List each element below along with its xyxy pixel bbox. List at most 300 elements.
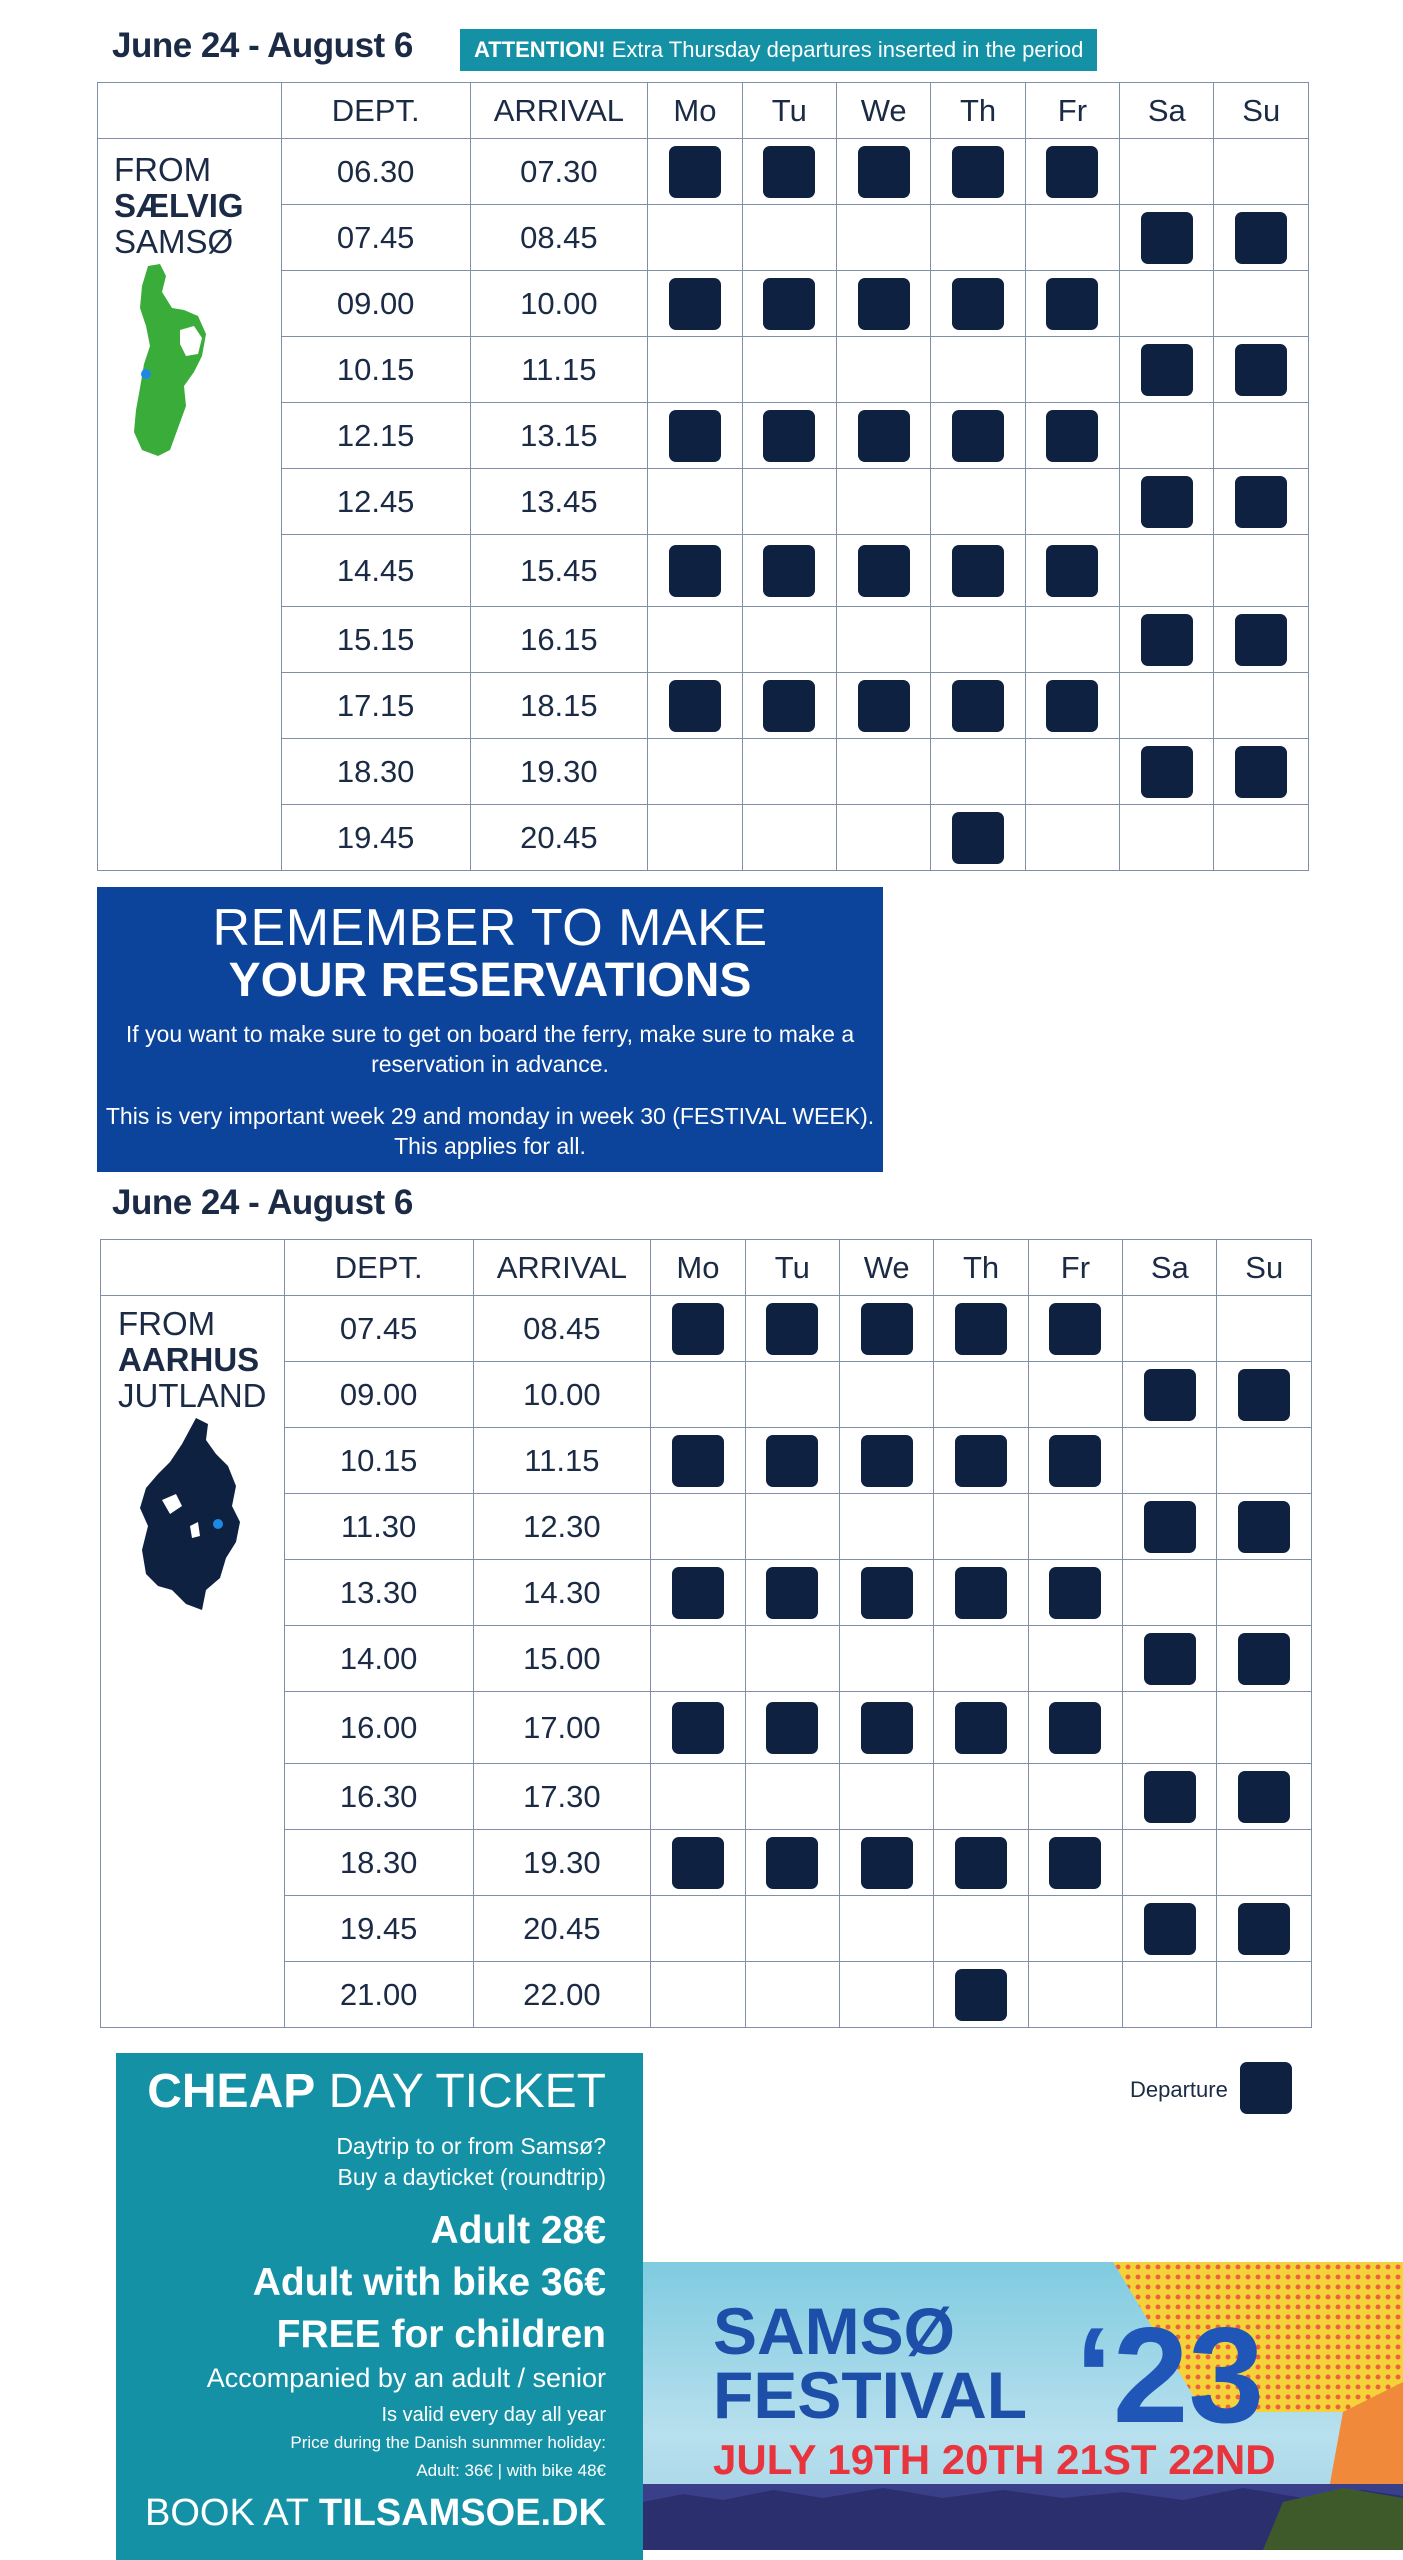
day-cell xyxy=(648,205,742,271)
day-cell xyxy=(931,469,1025,535)
day-cell xyxy=(1214,403,1309,469)
ticket-title: CHEAP DAY TICKET xyxy=(147,2065,606,2118)
day-cell xyxy=(934,1626,1028,1692)
day-cell xyxy=(1214,739,1309,805)
ticket-sub1: Daytrip to or from Samsø? xyxy=(336,2133,606,2159)
departure-marker xyxy=(858,680,910,732)
day-cell xyxy=(1120,139,1214,205)
arrival-time: 08.45 xyxy=(473,1296,651,1362)
attention-text: Extra Thursday departures inserted in the period xyxy=(611,37,1084,62)
day-cell xyxy=(1214,535,1309,607)
day-cell xyxy=(931,535,1025,607)
departure-marker xyxy=(672,1435,724,1487)
day-cell xyxy=(648,337,742,403)
day-cell xyxy=(934,1560,1028,1626)
day-cell xyxy=(1217,1428,1312,1494)
departure-marker xyxy=(672,1567,724,1619)
ticket-valid: Is valid every day all year xyxy=(381,2404,606,2426)
departure-marker xyxy=(669,680,721,732)
departure-marker xyxy=(766,1567,818,1619)
attention-bold: ATTENTION! xyxy=(474,37,606,62)
day-cell xyxy=(839,1362,933,1428)
arrival-time: 18.15 xyxy=(470,673,648,739)
day-cell xyxy=(1120,271,1214,337)
day-cell xyxy=(931,403,1025,469)
day-cell xyxy=(651,1494,745,1560)
arrival-time: 15.45 xyxy=(470,535,648,607)
day-cell xyxy=(745,1560,839,1626)
day-cell xyxy=(839,1560,933,1626)
day-cell xyxy=(1214,673,1309,739)
day-cell xyxy=(1028,1962,1122,2028)
reservation-line1: REMEMBER TO MAKE xyxy=(212,899,768,957)
day-cell xyxy=(1028,1692,1122,1764)
day-cell xyxy=(1025,469,1119,535)
day-cell xyxy=(836,739,930,805)
festival-line2: FESTIVAL xyxy=(713,2358,1028,2432)
day-cell xyxy=(934,1362,1028,1428)
day-cell xyxy=(742,337,836,403)
day-cell xyxy=(1123,1692,1217,1764)
day-cell xyxy=(1214,139,1309,205)
column-header: Fr xyxy=(1028,1240,1122,1296)
departure-marker xyxy=(672,1702,724,1754)
departure-marker xyxy=(858,545,910,597)
day-cell xyxy=(742,535,836,607)
table-row xyxy=(98,139,1309,205)
departure-marker xyxy=(952,812,1004,864)
column-header: Fr xyxy=(1025,83,1119,139)
departure-marker xyxy=(861,1702,913,1754)
departure-time: 06.30 xyxy=(281,139,470,205)
day-cell xyxy=(742,271,836,337)
departure-marker xyxy=(1049,1702,1101,1754)
day-cell xyxy=(1120,607,1214,673)
day-cell xyxy=(1217,1896,1312,1962)
day-cell xyxy=(1025,673,1119,739)
day-cell xyxy=(836,271,930,337)
column-header: Tu xyxy=(745,1240,839,1296)
arrival-time: 08.45 xyxy=(470,205,648,271)
arrival-time: 10.00 xyxy=(470,271,648,337)
day-cell xyxy=(1217,1494,1312,1560)
day-cell xyxy=(1120,337,1214,403)
day-cell xyxy=(934,1962,1028,2028)
departure-marker xyxy=(1046,410,1098,462)
column-header: Sa xyxy=(1123,1240,1217,1296)
day-cell xyxy=(836,205,930,271)
bottom-from-place: AARHUS xyxy=(118,1341,260,1378)
arrival-time: 07.30 xyxy=(470,139,648,205)
day-cell xyxy=(836,535,930,607)
day-cell xyxy=(1217,1296,1312,1362)
column-header: Sa xyxy=(1120,83,1214,139)
departure-marker xyxy=(1046,680,1098,732)
day-cell xyxy=(836,139,930,205)
departure-time: 12.15 xyxy=(281,403,470,469)
departure-marker xyxy=(1235,344,1287,396)
header-blank xyxy=(101,1240,285,1296)
day-cell xyxy=(1028,1896,1122,1962)
departure-marker xyxy=(858,410,910,462)
ticket-sub2: Buy a dayticket (roundtrip) xyxy=(337,2164,606,2190)
departure-marker xyxy=(861,1837,913,1889)
day-cell xyxy=(1123,1296,1217,1362)
column-header: Mo xyxy=(648,83,742,139)
arrival-time: 15.00 xyxy=(473,1626,651,1692)
reservation-line2: YOUR RESERVATIONS xyxy=(228,954,752,1007)
attention-banner xyxy=(460,29,1097,71)
day-cell xyxy=(745,1296,839,1362)
departure-marker xyxy=(952,545,1004,597)
samso-island-map xyxy=(120,260,220,460)
departure-marker xyxy=(1046,278,1098,330)
day-cell xyxy=(934,1830,1028,1896)
column-header: Su xyxy=(1214,83,1309,139)
arrival-time: 20.45 xyxy=(473,1896,651,1962)
day-cell xyxy=(1214,205,1309,271)
departure-time: 16.30 xyxy=(284,1764,473,1830)
departure-marker xyxy=(1235,746,1287,798)
day-cell xyxy=(1123,1962,1217,2028)
arrival-time: 22.00 xyxy=(473,1962,651,2028)
day-cell xyxy=(1028,1764,1122,1830)
arrival-time: 14.30 xyxy=(473,1560,651,1626)
day-cell xyxy=(1123,1896,1217,1962)
day-cell xyxy=(836,337,930,403)
top-from-place: SÆLVIG xyxy=(114,187,244,224)
festival-dates: JULY 19TH 20TH 21ST 22ND xyxy=(713,2436,1276,2483)
arrival-time: 19.30 xyxy=(473,1830,651,1896)
departure-marker xyxy=(861,1567,913,1619)
departure-time: 07.45 xyxy=(284,1296,473,1362)
departure-marker xyxy=(766,1837,818,1889)
day-cell xyxy=(931,805,1025,871)
departure-marker xyxy=(1144,1771,1196,1823)
day-cell xyxy=(1123,1626,1217,1692)
departure-marker xyxy=(763,410,815,462)
bottom-from-label xyxy=(118,1306,267,1414)
departure-time: 12.45 xyxy=(281,469,470,535)
day-cell xyxy=(745,1362,839,1428)
arrival-time: 19.30 xyxy=(470,739,648,805)
column-header: Th xyxy=(931,83,1025,139)
day-cell xyxy=(1217,1692,1312,1764)
day-cell xyxy=(742,739,836,805)
day-cell xyxy=(839,1896,933,1962)
day-cell xyxy=(1120,739,1214,805)
arrival-time: 20.45 xyxy=(470,805,648,871)
departure-marker xyxy=(1235,476,1287,528)
day-cell xyxy=(745,1962,839,2028)
departure-marker xyxy=(955,1969,1007,2021)
arrival-time: 13.45 xyxy=(470,469,648,535)
departure-marker xyxy=(952,410,1004,462)
day-cell xyxy=(931,739,1025,805)
arrival-time: 17.30 xyxy=(473,1764,651,1830)
day-cell xyxy=(745,1428,839,1494)
arrival-time: 11.15 xyxy=(470,337,648,403)
departure-marker xyxy=(952,146,1004,198)
day-cell xyxy=(1028,1494,1122,1560)
departure-time: 18.30 xyxy=(284,1830,473,1896)
ticket-holiday: Price during the Danish sunmmer holiday: xyxy=(290,2433,606,2452)
departure-time: 09.00 xyxy=(281,271,470,337)
departure-marker xyxy=(1238,1501,1290,1553)
day-cell xyxy=(1025,205,1119,271)
departure-marker xyxy=(861,1435,913,1487)
day-cell xyxy=(648,535,742,607)
departure-marker xyxy=(955,1303,1007,1355)
departure-marker xyxy=(1046,545,1098,597)
day-cell xyxy=(1123,1428,1217,1494)
departure-marker xyxy=(1238,1369,1290,1421)
day-cell xyxy=(742,673,836,739)
day-cell xyxy=(836,469,930,535)
reservation-notice xyxy=(97,887,883,1172)
day-cell xyxy=(839,1428,933,1494)
departure-marker xyxy=(1049,1837,1101,1889)
day-cell xyxy=(1025,271,1119,337)
day-cell xyxy=(839,1494,933,1560)
column-header: Mo xyxy=(651,1240,745,1296)
arrival-time: 17.00 xyxy=(473,1692,651,1764)
day-cell xyxy=(1025,139,1119,205)
departure-time: 16.00 xyxy=(284,1692,473,1764)
day-cell xyxy=(651,1560,745,1626)
day-cell xyxy=(648,271,742,337)
day-cell xyxy=(1025,403,1119,469)
departure-marker xyxy=(763,278,815,330)
departure-time: 07.45 xyxy=(281,205,470,271)
reservation-para1: If you want to make sure to get on board the ferry, make sure to make a reservation in advance. xyxy=(125,1021,855,1077)
day-cell xyxy=(648,607,742,673)
day-cell xyxy=(839,1830,933,1896)
day-cell xyxy=(836,403,930,469)
day-cell xyxy=(836,673,930,739)
day-cell xyxy=(1123,1764,1217,1830)
ticket-book-link[interactable]: BOOK AT TILSAMSOE.DK xyxy=(144,2492,606,2534)
top-timetable xyxy=(97,82,1309,871)
arrival-time: 12.30 xyxy=(473,1494,651,1560)
day-cell xyxy=(1028,1428,1122,1494)
departure-marker xyxy=(1141,476,1193,528)
departure-marker xyxy=(1141,746,1193,798)
day-cell xyxy=(648,739,742,805)
departure-marker xyxy=(1144,1633,1196,1685)
day-cell xyxy=(742,607,836,673)
arrival-time: 13.15 xyxy=(470,403,648,469)
day-cell xyxy=(651,1626,745,1692)
departure-marker xyxy=(955,1435,1007,1487)
departure-marker xyxy=(1046,146,1098,198)
column-header: DEPT. xyxy=(281,83,470,139)
day-cell xyxy=(742,805,836,871)
departure-time: 17.15 xyxy=(281,673,470,739)
departure-marker xyxy=(1049,1303,1101,1355)
day-cell xyxy=(1028,1626,1122,1692)
departure-time: 14.45 xyxy=(281,535,470,607)
column-header: DEPT. xyxy=(284,1240,473,1296)
day-cell xyxy=(1028,1830,1122,1896)
festival-line1: SAMSØ xyxy=(713,2294,956,2368)
day-cell xyxy=(1120,673,1214,739)
festival-year: ‘23 xyxy=(1075,2299,1265,2451)
departure-marker xyxy=(766,1702,818,1754)
departure-marker xyxy=(1144,1369,1196,1421)
departure-time: 21.00 xyxy=(284,1962,473,2028)
day-cell xyxy=(934,1428,1028,1494)
day-cell xyxy=(1025,739,1119,805)
reservation-para2: This is very important week 29 and monday in week 30 (FESTIVAL WEEK). This applies for all. xyxy=(105,1103,875,1159)
column-header: Su xyxy=(1217,1240,1312,1296)
departure-marker xyxy=(1144,1501,1196,1553)
day-cell xyxy=(742,403,836,469)
day-cell xyxy=(1120,535,1214,607)
top-from-label xyxy=(114,152,244,260)
day-cell xyxy=(651,1764,745,1830)
day-cell xyxy=(839,1764,933,1830)
column-header: Th xyxy=(934,1240,1028,1296)
bottom-period-title: June 24 - August 6 xyxy=(112,1183,413,1222)
departure-time: 10.15 xyxy=(281,337,470,403)
departure-time: 19.45 xyxy=(281,805,470,871)
day-cell xyxy=(1214,607,1309,673)
day-cell xyxy=(1028,1560,1122,1626)
departure-marker xyxy=(766,1303,818,1355)
day-cell xyxy=(1120,469,1214,535)
day-cell xyxy=(1028,1362,1122,1428)
day-cell xyxy=(934,1494,1028,1560)
day-cell xyxy=(1025,337,1119,403)
day-cell xyxy=(745,1692,839,1764)
day-cell xyxy=(1214,469,1309,535)
departure-marker xyxy=(955,1702,1007,1754)
header-blank xyxy=(98,83,282,139)
day-cell xyxy=(931,271,1025,337)
day-cell xyxy=(651,1962,745,2028)
ticket-price-bike: Adult with bike 36€ xyxy=(252,2261,606,2304)
top-from-word: FROM xyxy=(114,151,212,188)
day-cell xyxy=(1123,1362,1217,1428)
day-cell xyxy=(745,1494,839,1560)
day-cell xyxy=(1025,535,1119,607)
day-cell xyxy=(1120,205,1214,271)
day-cell xyxy=(839,1296,933,1362)
departure-time: 14.00 xyxy=(284,1626,473,1692)
day-cell xyxy=(1214,271,1309,337)
ticket-accompanied: Accompanied by an adult / senior xyxy=(206,2363,606,2393)
day-cell xyxy=(651,1362,745,1428)
day-cell xyxy=(934,1296,1028,1362)
departure-time: 10.15 xyxy=(284,1428,473,1494)
day-cell xyxy=(651,1830,745,1896)
departure-marker xyxy=(669,410,721,462)
jutland-map xyxy=(136,1414,246,1614)
departure-marker xyxy=(1144,1903,1196,1955)
samso-festival-banner xyxy=(643,2262,1403,2550)
departure-time: 19.45 xyxy=(284,1896,473,1962)
departure-marker xyxy=(1049,1567,1101,1619)
departure-marker xyxy=(1238,1903,1290,1955)
departure-time: 13.30 xyxy=(284,1560,473,1626)
day-cell xyxy=(745,1896,839,1962)
day-cell xyxy=(1217,1626,1312,1692)
day-cell xyxy=(931,607,1025,673)
departure-marker xyxy=(669,278,721,330)
arrival-time: 16.15 xyxy=(470,607,648,673)
bottom-from-region: JUTLAND xyxy=(118,1377,267,1414)
column-header: Tu xyxy=(742,83,836,139)
day-cell xyxy=(934,1692,1028,1764)
day-cell xyxy=(648,469,742,535)
day-cell xyxy=(1217,1362,1312,1428)
day-cell xyxy=(648,139,742,205)
day-cell xyxy=(1123,1494,1217,1560)
departure-marker xyxy=(1141,344,1193,396)
column-header: We xyxy=(839,1240,933,1296)
departure-time: 18.30 xyxy=(281,739,470,805)
day-cell xyxy=(1025,805,1119,871)
day-cell xyxy=(931,205,1025,271)
day-cell xyxy=(651,1896,745,1962)
day-cell xyxy=(1028,1296,1122,1362)
column-header: ARRIVAL xyxy=(470,83,648,139)
day-cell xyxy=(836,805,930,871)
day-cell xyxy=(648,673,742,739)
arrival-time: 10.00 xyxy=(473,1362,651,1428)
ticket-holiday-prices: Adult: 36€ | with bike 48€ xyxy=(416,2461,606,2480)
departure-marker xyxy=(1235,614,1287,666)
departure-marker xyxy=(952,680,1004,732)
day-cell xyxy=(931,139,1025,205)
legend-label: Departure xyxy=(1130,2077,1228,2102)
departure-time: 11.30 xyxy=(284,1494,473,1560)
day-cell xyxy=(1217,1830,1312,1896)
departure-marker xyxy=(672,1303,724,1355)
day-ticket-box xyxy=(116,2053,643,2560)
day-cell xyxy=(745,1626,839,1692)
departure-marker xyxy=(669,146,721,198)
day-cell xyxy=(1214,805,1309,871)
day-cell xyxy=(742,469,836,535)
day-cell xyxy=(1120,805,1214,871)
day-cell xyxy=(651,1428,745,1494)
departure-marker xyxy=(1141,212,1193,264)
departure-marker xyxy=(669,545,721,597)
day-cell xyxy=(836,607,930,673)
bottom-from-word: FROM xyxy=(118,1305,216,1342)
departure-marker xyxy=(858,278,910,330)
day-cell xyxy=(648,403,742,469)
departure-marker xyxy=(955,1567,1007,1619)
arrival-time: 11.15 xyxy=(473,1428,651,1494)
day-cell xyxy=(1123,1830,1217,1896)
top-from-region: SAMSØ xyxy=(114,223,234,260)
departure-marker xyxy=(763,680,815,732)
day-cell xyxy=(742,139,836,205)
day-cell xyxy=(1123,1560,1217,1626)
departure-marker xyxy=(763,146,815,198)
column-header: We xyxy=(836,83,930,139)
departure-marker xyxy=(952,278,1004,330)
column-header: ARRIVAL xyxy=(473,1240,651,1296)
day-cell xyxy=(839,1962,933,2028)
day-cell xyxy=(742,205,836,271)
departure-marker xyxy=(955,1837,1007,1889)
departure-time: 09.00 xyxy=(284,1362,473,1428)
departure-marker xyxy=(1141,614,1193,666)
